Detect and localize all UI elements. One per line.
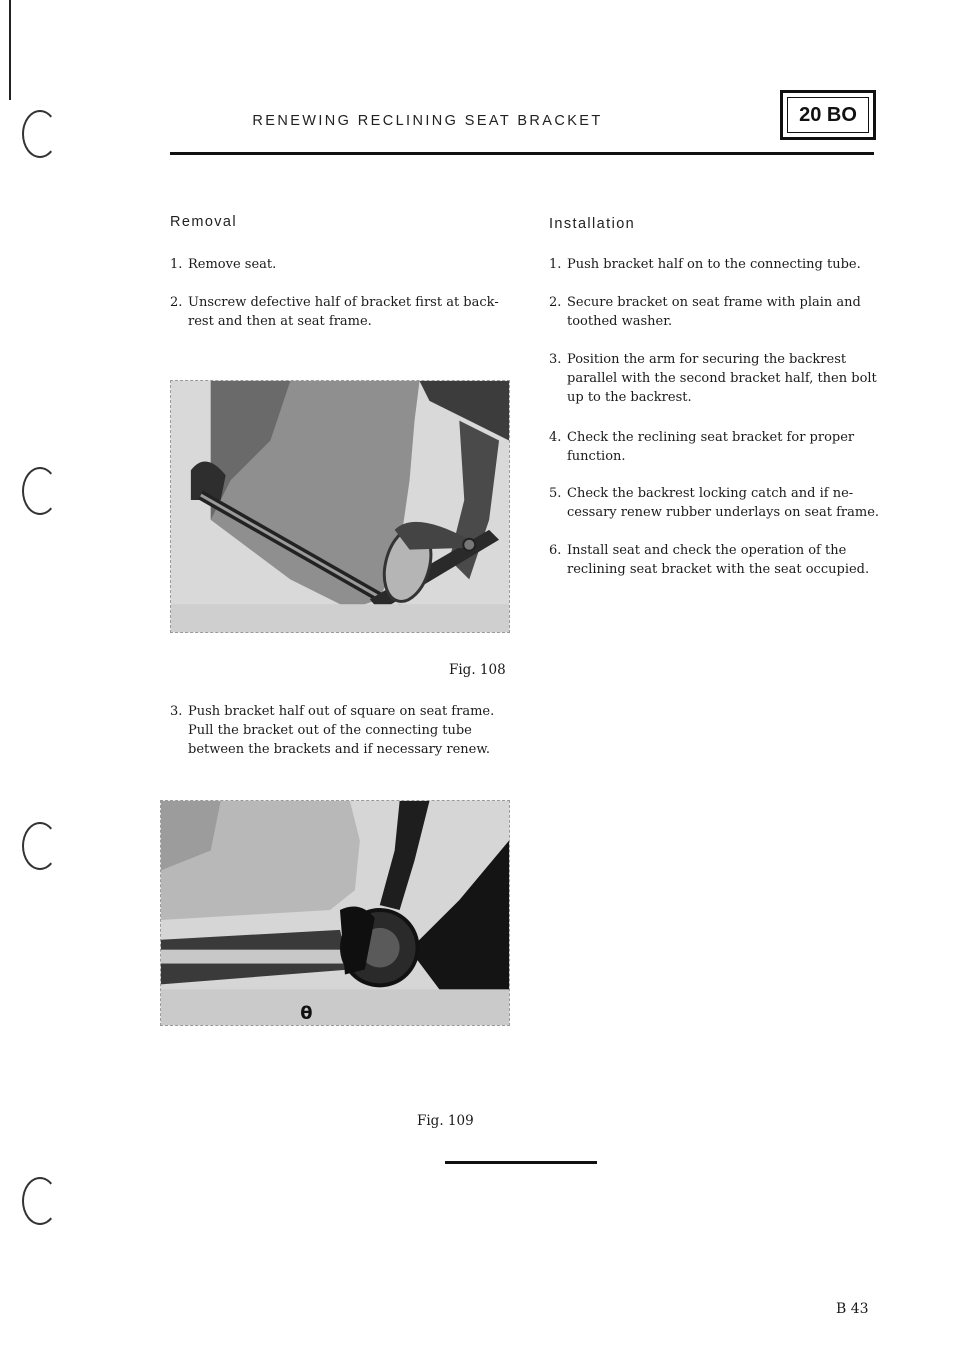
- step-text: Unscrew defective half of bracket first at back-rest and then at seat frame.: [188, 295, 499, 329]
- page-number: B 43: [836, 1301, 869, 1317]
- step-text: Install seat and check the operation of the reclining seat bracket with the seat occupied.: [567, 543, 870, 577]
- step-number: 4.: [549, 430, 562, 445]
- bracket-removal-illustration: [161, 801, 509, 1025]
- installation-step-3: [549, 350, 879, 407]
- step-number: 6.: [549, 543, 562, 558]
- installation-step-6: [549, 541, 889, 579]
- figure-109-photo: [160, 800, 510, 1026]
- step-text: Check the backrest locking catch and if ne-cessary renew rubber underlays on seat frame.: [567, 486, 880, 520]
- step-text: Push bracket half on to the connecting tube.: [567, 257, 861, 272]
- section-code-box: [780, 90, 876, 140]
- removal-step-3: [170, 702, 510, 759]
- svg-text:θ: θ: [300, 1003, 313, 1025]
- step-number: 3.: [170, 704, 183, 719]
- step-number: 3.: [549, 352, 562, 367]
- punch-hole-3: [22, 822, 58, 870]
- figure-109-caption: Fig. 109: [417, 1113, 474, 1129]
- punch-hole-4: [22, 1177, 58, 1225]
- step-text: Check the reclining seat bracket for proper function.: [567, 430, 855, 464]
- page-title: RENEWING RECLINING SEAT BRACKET: [252, 113, 603, 129]
- installation-step-1: [549, 255, 879, 274]
- section-code: 20 BO: [787, 97, 869, 133]
- removal-step-1: [170, 255, 510, 274]
- installation-heading: Installation: [549, 216, 636, 232]
- binder-edge-line: [9, 0, 11, 100]
- removal-step-2: [170, 293, 515, 331]
- removal-heading: Removal: [170, 214, 238, 230]
- step-number: 2.: [170, 295, 183, 310]
- installation-step-4: [549, 428, 879, 466]
- step-text: Position the arm for securing the backrest parallel with the second bracket half, then bolt up to the backrest.: [567, 352, 877, 405]
- step-number: 2.: [549, 295, 562, 310]
- step-text: Push bracket half out of square on seat frame. Pull the bracket out of the connecting tube between the brackets and if necessary renew.: [188, 704, 495, 757]
- header-rule: [170, 152, 874, 155]
- step-text: Secure bracket on seat frame with plain and toothed washer.: [567, 295, 861, 329]
- seat-bracket-illustration: [171, 381, 509, 632]
- installation-step-2: [549, 293, 879, 331]
- figure-108-photo: [170, 380, 510, 633]
- step-number: 1.: [549, 257, 562, 272]
- footer-rule: [445, 1161, 597, 1164]
- step-number: 1.: [170, 257, 183, 272]
- punch-hole-2: [22, 467, 58, 515]
- step-number: 5.: [549, 486, 562, 501]
- figure-108-caption: Fig. 108: [449, 662, 506, 678]
- step-text: Remove seat.: [188, 257, 277, 272]
- installation-step-5: [549, 484, 889, 522]
